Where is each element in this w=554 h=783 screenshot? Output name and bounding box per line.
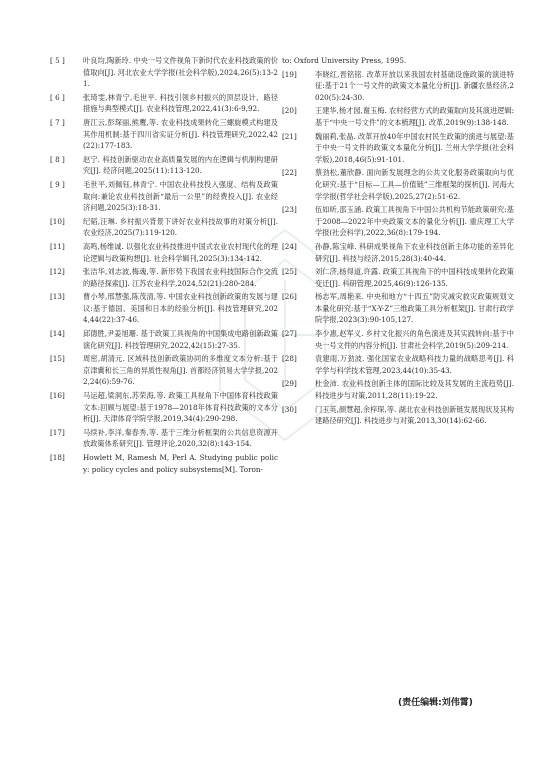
reference-number: [17]	[50, 427, 65, 437]
reference-item	[50, 179, 278, 214]
reference-text: 李少惠,赵军义. 乡村文化振兴的角色演进及其实践转向:基于中央一号文件的内容分析[J]. 甘肃社会科学,2019(5):209-214.	[315, 329, 514, 350]
reference-item	[282, 105, 514, 128]
reference-number: [21]	[282, 131, 297, 141]
reference-text: 李晓红,晋铭铭. 改革开放以来我国农村基础设施政策的演进特征:基于21个一号文件的政策文本量化分析[J]. 新疆农垦经济,2020(5):24-30.	[315, 69, 514, 102]
reference-item	[50, 216, 278, 239]
reference-text: 叶良均,陶新玲. 中央一号文件视角下新时代农业科技政策的价值取向[J]. 河北农业大学学报(社会科学版),2024,26(5):13-21.	[83, 56, 278, 89]
reference-number: [ 9 ]	[50, 179, 65, 189]
reference-number: [23]	[282, 205, 297, 215]
reference-item	[50, 291, 278, 326]
reference-number: [12]	[50, 267, 65, 277]
reference-text: 马运超,梁洞东,苏荣海,等. 政策工具视角下中国体育科技政策文本:回顾与展望:基于1978—2018年体育科技政策的文本分析[J]. 天津体育学院学报,2019,34(4):290-298.	[83, 391, 278, 424]
reference-text: 纪韬,汪琳. 乡村振兴背景下讲好农业科技故事的对策分析[J]. 农业经济,2025(7):119-120.	[83, 216, 278, 238]
reference-item	[282, 328, 514, 351]
left-column	[50, 55, 278, 477]
reference-text: 赵宁. 科技创新驱动农业高质量发展的内在逻辑与机制构建研究[J]. 经济问题,2025(11):113-120.	[83, 154, 278, 176]
reference-text: 唐江云,彭琛丽,熊鹰,等. 农业科技成果转化三螺旋模式构建及其作用机制:基于四川省实证分析[J]. 科技管理研究,2022,42(22):177-183.	[83, 117, 278, 151]
reference-text: Howlett M, Ramesh M, Perl A. Studying public policy: policy cycles and policy subsystems[M]. Toron-	[83, 453, 278, 474]
reference-item	[50, 266, 278, 289]
reference-text: 伍如昕,邵玉涵. 政策工具视角下中国公共机构节能政策研究:基于2008—2022年中央政策文本的量化分析[J]. 重庆理工大学学报(社会科学),2022,36(8):179-194.	[315, 205, 514, 238]
reference-item	[282, 378, 514, 401]
reference-item	[50, 390, 278, 425]
reference-item	[282, 291, 514, 326]
reference-item	[282, 204, 514, 239]
reference-text: 周密,胡清元. 区域科技创新政策协同的多维度文本分析:基于京津冀和长三角的异质性视角[J]. 首都经济贸易大学学报,2022,24(6):59-76.	[83, 354, 278, 387]
reference-text: 张琦雯,林青宁,毛世平. 科技引领乡村振兴的顶层设计、路径措施与典型模式[J]. 农业科技管理,2022,41(3):6-9,92.	[83, 92, 278, 114]
reference-text: 张洁华,刘志波,梅魂,等. 新形势下我国农业科技国际合作交流的路径探索[J]. 江苏农业科学,2024,52(21):280-284.	[83, 267, 278, 288]
reference-item	[282, 131, 514, 166]
reference-number: [20]	[282, 106, 297, 116]
reference-item	[282, 404, 514, 427]
reference-item	[282, 69, 514, 104]
reference-text: 刘仁济,杨得道,许露. 政策工具视角下的中国科技成果转化政策变迁[J]. 科研管理,2025,46(9):126-135.	[315, 267, 514, 288]
reference-text: 门玉英,颜慧超,余梓琛,等. 湖北农业科技创新链发展现状及其构建路径研究[J]. 科技进步与对策,2013,30(14):62-66.	[315, 404, 514, 426]
reference-continuation	[282, 55, 514, 67]
reference-text: 魏丽莉,张晶. 改革开放40年中国农村民生政策的演进与展望:基于中央一号文件的政策文本量化分析[J]. 兰州大学学报(社会科学版),2018,46(5):91-101.	[315, 131, 514, 164]
reference-number: [30]	[282, 404, 297, 414]
reference-text: 马续补,李洋,秦春秀,等. 基于三维分析框架的公共信息资源开放政策体系研究[J]. 管理评论,2020,32(8):143-154.	[83, 427, 278, 449]
reference-item	[50, 328, 278, 351]
reference-item	[50, 241, 278, 264]
reference-item	[50, 154, 278, 177]
reference-item	[282, 353, 514, 376]
reference-continuation-text: to: Oxford University Press, 1995.	[282, 56, 407, 65]
reference-number: [14]	[50, 329, 65, 339]
reference-item	[50, 427, 278, 450]
reference-number: [18]	[50, 453, 65, 462]
reference-number: [ 8 ]	[50, 154, 65, 164]
reference-number: [25]	[282, 267, 297, 277]
reference-number: [22]	[282, 168, 297, 178]
reference-item	[282, 167, 514, 202]
reference-text: 毛世平,刘佩钰,林青宁. 中国农业科技投入强度、结构及政策取向:兼论农业科技创新“最后一公里”的经费投入[J]. 农业经济问题,2025(3):18-31.	[83, 179, 278, 213]
right-column	[282, 55, 514, 429]
reference-number: [28]	[282, 354, 297, 364]
reference-number: [19]	[282, 69, 297, 79]
reference-number: [16]	[50, 391, 65, 401]
editor-note: (责任编辑:刘伟霄)	[398, 698, 473, 708]
reference-number: [ 7 ]	[50, 117, 65, 127]
reference-number: [ 6 ]	[50, 92, 65, 102]
reference-text: 蔡劲松,董欣静. 面向新发展理念的公共文化服务政策取向与优化研究:基于“目标—工具—价值链”三维框架的探析[J]. 河海大学学报(哲学社会科学版),2025,27(2):51-62.	[315, 168, 514, 201]
reference-text: 孙静,陈宝峰. 科研成果视角下农业科技创新主体功能的差异化研究[J]. 科技与经济,2015,28(3):40-44.	[315, 241, 514, 263]
reference-item	[282, 241, 514, 264]
reference-text: 袁建雨,万劲波. 强化国家农业战略科技力量的战略思考[J]. 科学学与科学技术管理,2023,44(10):35-43.	[315, 354, 514, 375]
reference-number: [27]	[282, 329, 297, 339]
reference-number: [15]	[50, 354, 65, 364]
reference-text: 杜金沛. 农业科技创新主体的国际比较及其发展的主流趋势[J]. 科技进步与对策,2011,28(11):19-22.	[315, 379, 514, 401]
reference-number: [ 5 ]	[50, 56, 65, 65]
reference-number: [26]	[282, 292, 297, 302]
reference-number: [29]	[282, 379, 297, 389]
reference-text: 王建华,杨才园,谢玉梅. 农村经营方式的政策取向及其演进逻辑:基于“中央一号文件”的文本梳理[J]. 改革,2019(9):138-148.	[315, 106, 514, 127]
reference-item	[282, 266, 514, 289]
reference-item	[50, 353, 278, 388]
reference-number: [24]	[282, 241, 297, 251]
reference-text: 杨志军,周艳来. 中央和地方“十四五”防灾减灾救灾政策规划文本量化研究:基于“X-Y-Z”三维政策工具分析框架[J]. 甘肃行政学院学报,2023(3):90-105,127.	[315, 292, 514, 325]
reference-text: 曹小琴,邢慧强,陈茂清,等. 中国农业科技创新政策的发展与建议:基于德国、美国和日本的经验分析[J]. 科技管理研究,2024,44(22):37-46.	[83, 292, 278, 325]
reference-text: 高鸣,杨维诚. 以强化农业科技推进中国式农业农村现代化的理论逻辑与政策构想[J]. 社会科学辑刊,2025(3):134-142.	[83, 241, 278, 263]
reference-item	[50, 452, 278, 475]
reference-number: [10]	[50, 216, 65, 226]
reference-text: 邱德胜,尹姜旭珊. 基于政策工具视角的中国集成电路创新政策演化研究[J]. 科技管理研究,2022,42(15):27-35.	[83, 329, 278, 350]
reference-number: [13]	[50, 292, 65, 302]
reference-item	[50, 55, 278, 90]
reference-item	[50, 117, 278, 152]
reference-item	[50, 92, 278, 115]
reference-number: [11]	[50, 241, 65, 251]
